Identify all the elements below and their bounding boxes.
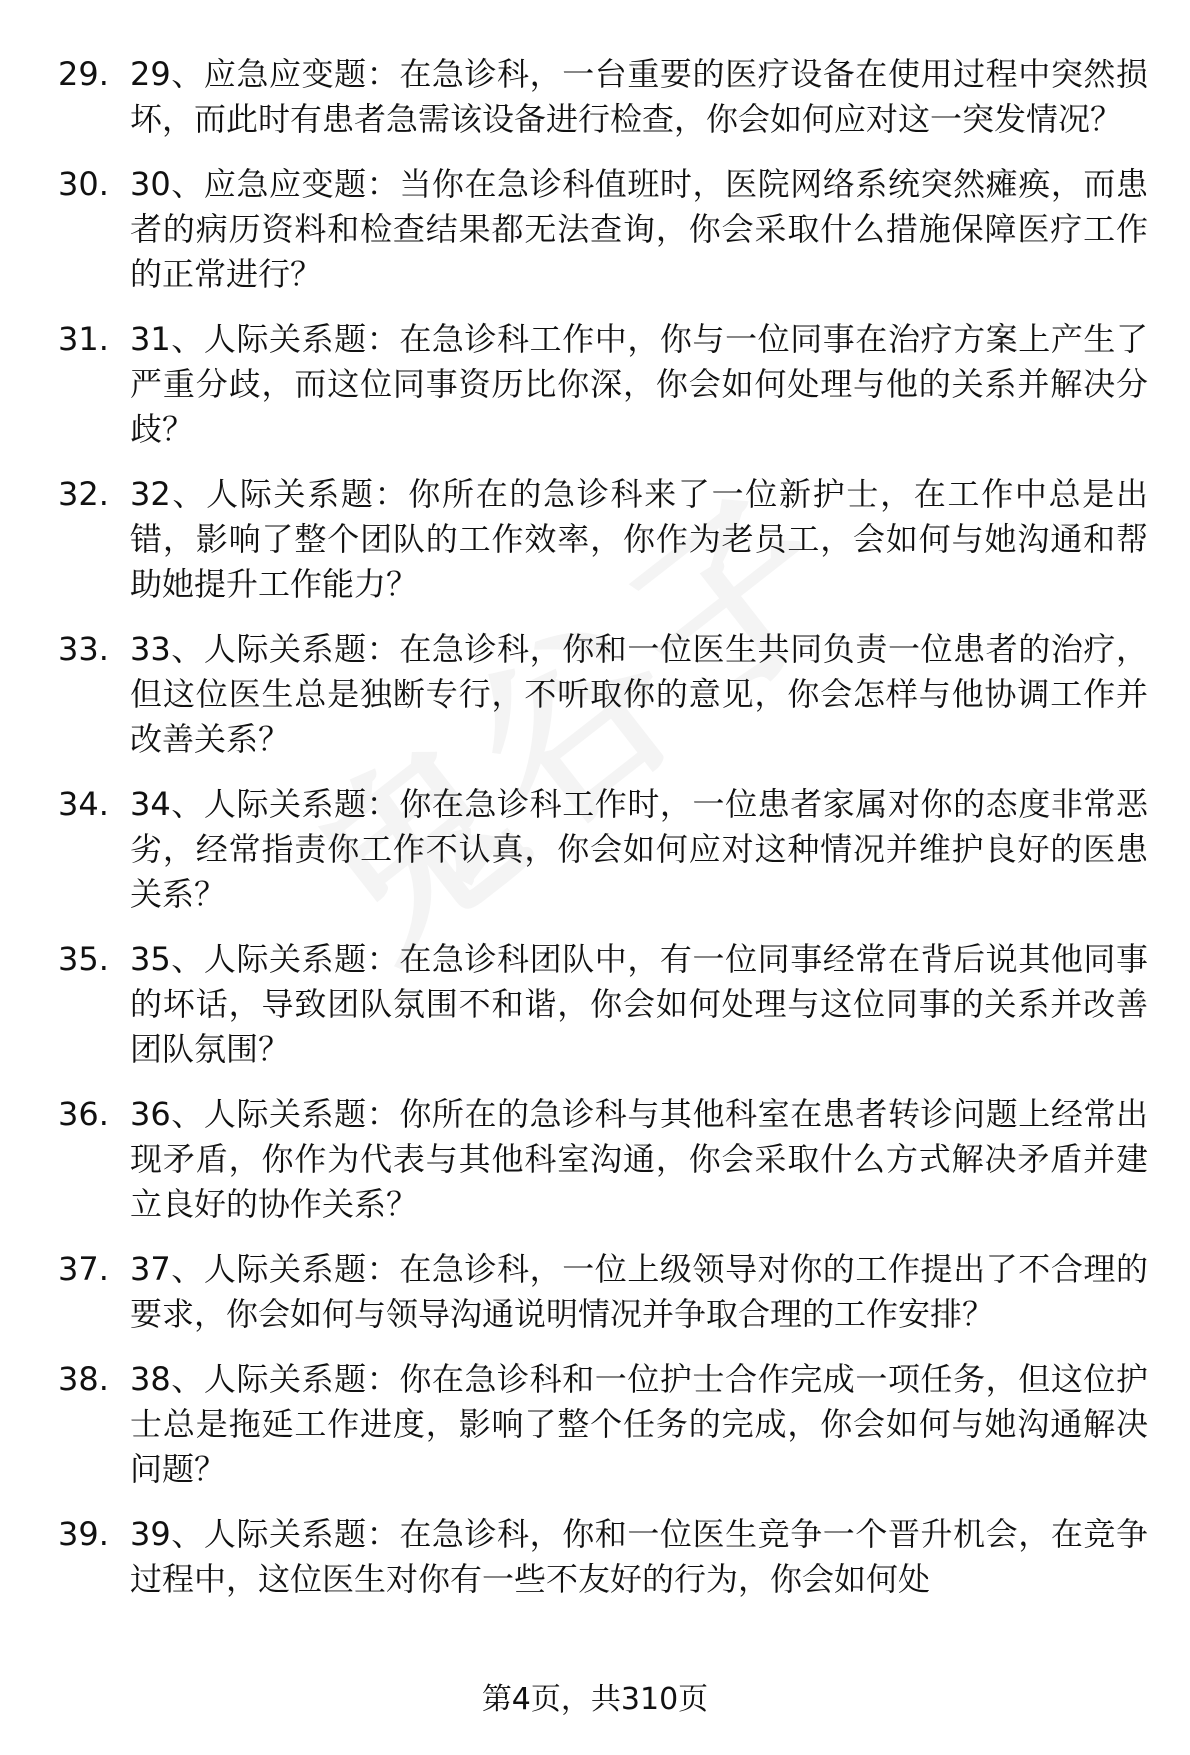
question-number: 36. (58, 1095, 109, 1133)
question-number: 34. (58, 785, 109, 823)
question-number: 38. (58, 1360, 109, 1398)
question-item-35 (58, 937, 1148, 1072)
question-item-33 (58, 627, 1148, 762)
question-number: 31. (58, 320, 109, 358)
question-item-31 (58, 317, 1148, 452)
question-number: 30. (58, 165, 109, 203)
question-item-38 (58, 1357, 1148, 1492)
question-number: 35. (58, 940, 109, 978)
question-text: 33、人际关系题：在急诊科，你和一位医生共同负责一位患者的治疗，但这位医生总是独断专行，不听取你的意见，你会怎样与他协调工作并改善关系？ (130, 630, 1148, 758)
question-text: 35、人际关系题：在急诊科团队中，有一位同事经常在背后说其他同事的坏话，导致团队氛围不和谐，你会如何处理与这位同事的关系并改善团队氛围？ (130, 940, 1148, 1068)
question-text: 32、人际关系题：你所在的急诊科来了一位新护士，在工作中总是出错，影响了整个团队的工作效率，你作为老员工，会如何与她沟通和帮助她提升工作能力？ (130, 475, 1148, 603)
question-text: 37、人际关系题：在急诊科，一位上级领导对你的工作提出了不合理的要求，你会如何与领导沟通说明情况并争取合理的工作安排？ (130, 1250, 1148, 1333)
question-number: 37. (58, 1250, 109, 1288)
question-item-34 (58, 782, 1148, 917)
question-item-39 (58, 1512, 1148, 1602)
question-text: 30、应急应变题：当你在急诊科值班时，医院网络系统突然瘫痪，而患者的病历资料和检查结果都无法查询，你会采取什么措施保障医疗工作的正常进行？ (130, 165, 1148, 293)
question-item-37 (58, 1247, 1148, 1337)
question-item-36 (58, 1092, 1148, 1227)
question-text: 34、人际关系题：你在急诊科工作时，一位患者家属对你的态度非常恶劣，经常指责你工作不认真，你会如何应对这种情况并维护良好的医患关系？ (130, 785, 1148, 913)
question-number: 39. (58, 1515, 109, 1553)
question-item-32 (58, 472, 1148, 607)
question-text: 38、人际关系题：你在急诊科和一位护士合作完成一项任务，但这位护士总是拖延工作进度，影响了整个任务的完成，你会如何与她沟通解决问题？ (130, 1360, 1148, 1488)
question-text: 36、人际关系题：你所在的急诊科与其他科室在患者转诊问题上经常出现矛盾，你作为代表与其他科室沟通，你会采取什么方式解决矛盾并建立良好的协作关系？ (130, 1095, 1148, 1223)
question-text: 29、应急应变题：在急诊科，一台重要的医疗设备在使用过程中突然损坏，而此时有患者急需该设备进行检查，你会如何应对这一突发情况？ (130, 55, 1148, 138)
question-number: 33. (58, 630, 109, 668)
question-number: 29. (58, 55, 109, 93)
question-list (58, 52, 1148, 1622)
question-item-29 (58, 52, 1148, 142)
question-text: 31、人际关系题：在急诊科工作中，你与一位同事在治疗方案上产生了严重分歧，而这位同事资历比你深，你会如何处理与他的关系并解决分歧？ (130, 320, 1148, 448)
question-item-30 (58, 162, 1148, 297)
question-text: 39、人际关系题：在急诊科，你和一位医生竞争一个晋升机会，在竞争过程中，这位医生对你有一些不友好的行为，你会如何处 (130, 1515, 1148, 1598)
question-number: 32. (58, 475, 109, 513)
page-footer: 第4页，共310页 (481, 1682, 709, 1717)
